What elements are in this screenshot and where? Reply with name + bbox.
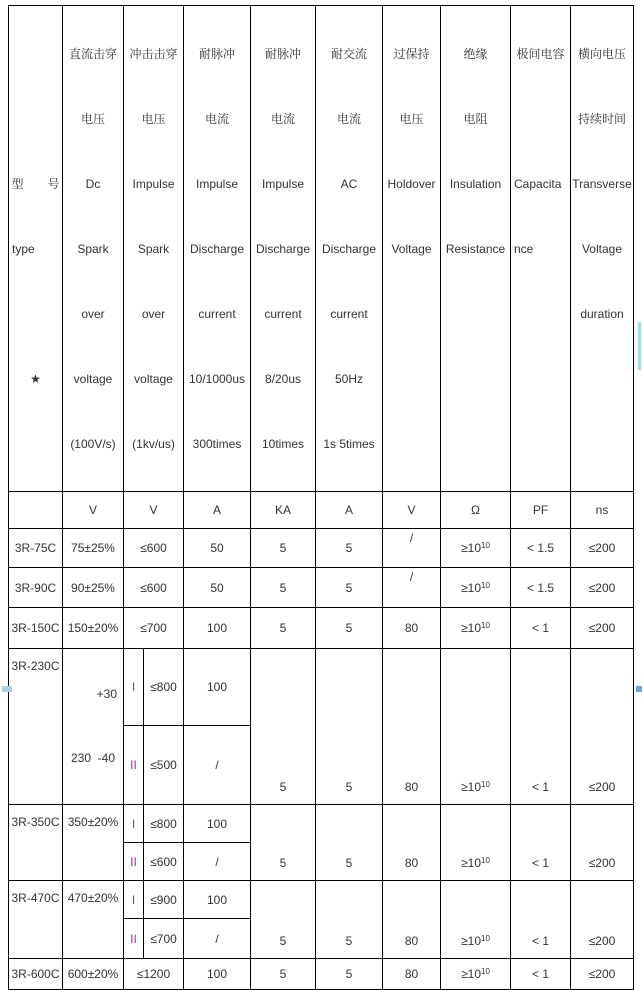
header-line: Capacita bbox=[514, 177, 562, 191]
header-line: 耐脉冲 bbox=[198, 47, 235, 61]
header-line: 10times bbox=[261, 437, 305, 451]
insulation-cell bbox=[441, 881, 511, 959]
unit-cell: V bbox=[124, 492, 184, 529]
surge-current-cell: / bbox=[184, 843, 251, 881]
insulation-exponent: 10 bbox=[481, 856, 490, 865]
capacitance-cell: < 1.5 bbox=[511, 529, 571, 568]
header-line: (1kv/us) bbox=[132, 437, 175, 451]
insulation-exponent: 10 bbox=[481, 621, 490, 630]
insulation-value: ≥10 bbox=[461, 541, 482, 555]
holdover-cell: 80 bbox=[383, 881, 441, 959]
table-row-3r-90c bbox=[9, 568, 634, 608]
model-cell: 3R-470C bbox=[9, 881, 63, 959]
header-line: Impulse bbox=[195, 177, 239, 191]
surge-current-cell: 100 bbox=[184, 881, 251, 919]
model-cell: 3R-230C bbox=[9, 649, 63, 805]
header-line bbox=[441, 296, 510, 333]
dc-voltage-cell: 150±20% bbox=[63, 608, 124, 649]
dc-voltage-cell: 75±25% bbox=[63, 529, 124, 568]
impulse-voltage-cell: ≤700 bbox=[124, 608, 184, 649]
impulse-voltage-cell: ≤500 bbox=[144, 725, 184, 804]
holdover-cell: 80 bbox=[383, 959, 441, 990]
header-ac-discharge-current bbox=[316, 6, 383, 492]
impulse-ka-cell: 5 bbox=[251, 649, 316, 805]
header-insulation-resistance bbox=[441, 6, 511, 492]
header-line bbox=[441, 426, 510, 463]
header-line: 电压 bbox=[399, 112, 424, 126]
header-line bbox=[571, 361, 633, 398]
header-line: Voltage bbox=[581, 242, 623, 256]
surge-current-cell: / bbox=[184, 725, 251, 804]
table-row-3r-230c-grade-i bbox=[9, 649, 634, 726]
capacitance-cell: < 1.5 bbox=[511, 568, 571, 608]
header-line: (100V/s) bbox=[70, 437, 116, 451]
header-impulse-discharge-current-8-20us bbox=[251, 6, 316, 492]
header-line bbox=[511, 296, 570, 333]
header-line: 横向电压 bbox=[577, 47, 626, 61]
grade-marker: II bbox=[124, 919, 144, 959]
header-line: 过保持 bbox=[393, 47, 430, 61]
unit-cell bbox=[9, 492, 63, 529]
ac-current-cell: 5 bbox=[316, 529, 383, 568]
impulse-voltage-cell: ≤800 bbox=[144, 649, 184, 726]
header-line: Spark bbox=[77, 242, 109, 256]
header-line: 10/1000us bbox=[188, 372, 246, 386]
units-row bbox=[9, 492, 634, 529]
transverse-cell: ≤200 bbox=[571, 568, 634, 608]
header-line bbox=[511, 101, 570, 138]
capacitance-cell: < 1 bbox=[511, 608, 571, 649]
header-line: AC bbox=[340, 177, 358, 191]
grade-marker: I bbox=[124, 649, 144, 726]
model-cell: 3R-90C bbox=[9, 568, 63, 608]
header-line: Holdover bbox=[387, 177, 436, 191]
ac-current-cell: 5 bbox=[316, 649, 383, 805]
holdover-cell: 80 bbox=[383, 805, 441, 881]
holdover-cell: / bbox=[383, 568, 441, 608]
transverse-cell: ≤200 bbox=[571, 881, 634, 959]
header-line: 电流 bbox=[270, 112, 295, 126]
header-line: 电流 bbox=[336, 112, 361, 126]
impulse-voltage-cell: ≤800 bbox=[144, 805, 184, 843]
header-line: Dc bbox=[85, 177, 101, 191]
header-line: Spark bbox=[137, 242, 170, 256]
table-row-3r-470c-grade-i bbox=[9, 881, 634, 919]
header-line: over bbox=[141, 307, 166, 321]
dc-voltage-cell: 600±20% bbox=[63, 959, 124, 990]
header-line bbox=[9, 36, 62, 73]
grade-marker: I bbox=[124, 805, 144, 843]
surge-current-cell: 100 bbox=[184, 805, 251, 843]
surge-current-cell: 100 bbox=[184, 959, 251, 990]
unit-cell: V bbox=[63, 492, 124, 529]
header-line: Transverse bbox=[572, 177, 632, 191]
holdover-cell: 80 bbox=[383, 649, 441, 805]
surge-current-cell: 50 bbox=[184, 529, 251, 568]
header-line: 极间电容 bbox=[516, 47, 565, 61]
insulation-exponent: 10 bbox=[481, 934, 490, 943]
gdt-specification-table bbox=[8, 5, 634, 990]
impulse-ka-cell: 5 bbox=[251, 568, 316, 608]
unit-cell: V bbox=[383, 492, 441, 529]
header-line: type bbox=[12, 242, 35, 256]
header-line bbox=[511, 361, 570, 398]
capacitance-cell: < 1 bbox=[511, 881, 571, 959]
bottom-left-handle bbox=[2, 686, 12, 692]
insulation-cell bbox=[441, 649, 511, 805]
impulse-ka-cell: 5 bbox=[251, 805, 316, 881]
unit-cell: Ω bbox=[441, 492, 511, 529]
impulse-ka-cell: 5 bbox=[251, 529, 316, 568]
grade-marker: II bbox=[124, 843, 144, 881]
unit-cell: A bbox=[316, 492, 383, 529]
insulation-exponent: 10 bbox=[481, 967, 490, 976]
header-line: 电压 bbox=[141, 112, 166, 126]
header-line: Impulse bbox=[132, 177, 175, 191]
insulation-cell bbox=[441, 959, 511, 990]
impulse-ka-cell: 5 bbox=[251, 959, 316, 990]
header-line: 耐脉冲 bbox=[264, 47, 301, 61]
header-line: 1s 5times bbox=[323, 437, 375, 451]
insulation-exponent: 10 bbox=[481, 780, 490, 789]
header-line: 300times bbox=[192, 437, 242, 451]
header-transverse-voltage-duration bbox=[571, 6, 634, 492]
header-line bbox=[511, 426, 570, 463]
header-line bbox=[383, 361, 440, 398]
transverse-cell: ≤200 bbox=[571, 959, 634, 990]
header-line: Voltage bbox=[391, 242, 432, 256]
scrollbar-thumb[interactable] bbox=[638, 322, 641, 370]
transverse-cell: ≤200 bbox=[571, 608, 634, 649]
header-impulse-spark-over-voltage bbox=[124, 6, 184, 492]
header-line bbox=[9, 101, 62, 138]
insulation-cell bbox=[441, 568, 511, 608]
header-line: 直流击穿 bbox=[68, 47, 117, 61]
ac-current-cell: 5 bbox=[316, 608, 383, 649]
impulse-voltage-cell: ≤700 bbox=[144, 919, 184, 959]
header-line: Insulation bbox=[449, 177, 502, 191]
header-line: Discharge bbox=[321, 242, 377, 256]
dc-voltage-cell: 350±20% bbox=[63, 805, 124, 881]
star-icon: ★ bbox=[30, 372, 41, 386]
surge-current-cell: / bbox=[184, 919, 251, 959]
header-line: Discharge bbox=[255, 242, 311, 256]
surge-current-cell: 100 bbox=[184, 649, 251, 726]
table-row-3r-350c-grade-i bbox=[9, 805, 634, 843]
header-line: 型 号 bbox=[11, 177, 60, 191]
insulation-value: ≥10 bbox=[461, 856, 482, 870]
capacitance-cell: < 1 bbox=[511, 959, 571, 990]
header-impulse-discharge-current-10-1000us bbox=[184, 6, 251, 492]
unit-cell: KA bbox=[251, 492, 316, 529]
bottom-right-handle bbox=[636, 686, 642, 692]
header-line: Discharge bbox=[189, 242, 245, 256]
holdover-cell: / bbox=[383, 529, 441, 568]
header-line bbox=[9, 296, 62, 333]
header-line: current bbox=[330, 307, 368, 321]
ac-current-cell: 5 bbox=[316, 568, 383, 608]
header-line: voltage bbox=[134, 372, 173, 386]
header-line: over bbox=[81, 307, 105, 321]
model-cell: 3R-600C bbox=[9, 959, 63, 990]
header-type bbox=[9, 6, 63, 492]
insulation-value: ≥10 bbox=[461, 621, 482, 635]
header-line: current bbox=[264, 307, 302, 321]
model-cell: 3R-75C bbox=[9, 529, 63, 568]
model-cell: 3R-150C bbox=[9, 608, 63, 649]
insulation-cell bbox=[441, 608, 511, 649]
unit-cell: A bbox=[184, 492, 251, 529]
impulse-voltage-cell: ≤900 bbox=[144, 881, 184, 919]
header-line: current bbox=[198, 307, 236, 321]
surge-current-cell: 50 bbox=[184, 568, 251, 608]
header-capacitance bbox=[511, 6, 571, 492]
dc-voltage-cell bbox=[63, 649, 124, 805]
header-line bbox=[441, 361, 510, 398]
capacitance-cell: < 1 bbox=[511, 649, 571, 805]
header-line: Resistance bbox=[445, 242, 506, 256]
spec-table-sheet bbox=[8, 5, 634, 990]
table-row-3r-75c bbox=[9, 529, 634, 568]
header-line: 50Hz bbox=[334, 372, 363, 386]
header-line: 绝缘 bbox=[463, 47, 488, 61]
header-line: 电压 bbox=[80, 112, 105, 126]
header-line: nce bbox=[514, 242, 534, 256]
insulation-value: ≥10 bbox=[461, 580, 482, 595]
table-row-3r-600c bbox=[9, 959, 634, 990]
ac-current-cell: 5 bbox=[316, 959, 383, 990]
header-line: duration bbox=[580, 307, 624, 321]
ac-current-cell: 5 bbox=[316, 881, 383, 959]
transverse-cell: ≤200 bbox=[571, 529, 634, 568]
model-cell: 3R-350C bbox=[9, 805, 63, 881]
header-line bbox=[383, 426, 440, 463]
insulation-value: ≥10 bbox=[461, 967, 482, 981]
insulation-exponent: 10 bbox=[481, 541, 490, 550]
surge-current-cell: 100 bbox=[184, 608, 251, 649]
unit-cell: PF bbox=[511, 492, 571, 529]
insulation-cell bbox=[441, 529, 511, 568]
header-line: 耐交流 bbox=[330, 47, 367, 61]
insulation-cell bbox=[441, 805, 511, 881]
header-line: voltage bbox=[73, 372, 113, 386]
table-row-3r-150c bbox=[9, 608, 634, 649]
impulse-voltage-cell: ≤600 bbox=[124, 529, 184, 568]
dc-tolerance-upper: +30 bbox=[96, 687, 117, 701]
grade-marker: II bbox=[124, 725, 144, 804]
insulation-value: ≥10 bbox=[461, 780, 482, 794]
impulse-ka-cell: 5 bbox=[251, 881, 316, 959]
header-line bbox=[383, 296, 440, 333]
impulse-ka-cell: 5 bbox=[251, 608, 316, 649]
header-holdover-voltage bbox=[383, 6, 441, 492]
header-line: Impulse bbox=[261, 177, 305, 191]
header-row bbox=[9, 6, 634, 492]
impulse-voltage-cell: ≤1200 bbox=[124, 959, 184, 990]
dc-nominal-lower: 230 -40 bbox=[70, 751, 116, 765]
transverse-cell: ≤200 bbox=[571, 805, 634, 881]
header-line: 电流 bbox=[204, 112, 229, 126]
holdover-cell: 80 bbox=[383, 608, 441, 649]
impulse-voltage-cell: ≤600 bbox=[144, 843, 184, 881]
header-line: 冲击击穿 bbox=[129, 47, 178, 61]
insulation-exponent: 10 bbox=[481, 580, 490, 590]
grade-marker: I bbox=[124, 881, 144, 919]
ac-current-cell: 5 bbox=[316, 805, 383, 881]
header-line: 持续时间 bbox=[577, 112, 626, 126]
impulse-voltage-cell: ≤600 bbox=[124, 568, 184, 608]
header-line: 8/20us bbox=[264, 372, 302, 386]
header-dc-spark-over-voltage bbox=[63, 6, 124, 492]
dc-voltage-cell: 90±25% bbox=[63, 568, 124, 608]
header-line: 电阻 bbox=[463, 112, 488, 126]
transverse-cell: ≤200 bbox=[571, 649, 634, 805]
dc-voltage-cell: 470±20% bbox=[63, 881, 124, 959]
header-line bbox=[9, 426, 62, 463]
header-line bbox=[571, 426, 633, 463]
capacitance-cell: < 1 bbox=[511, 805, 571, 881]
insulation-value: ≥10 bbox=[461, 934, 482, 948]
unit-cell: ns bbox=[571, 492, 634, 529]
